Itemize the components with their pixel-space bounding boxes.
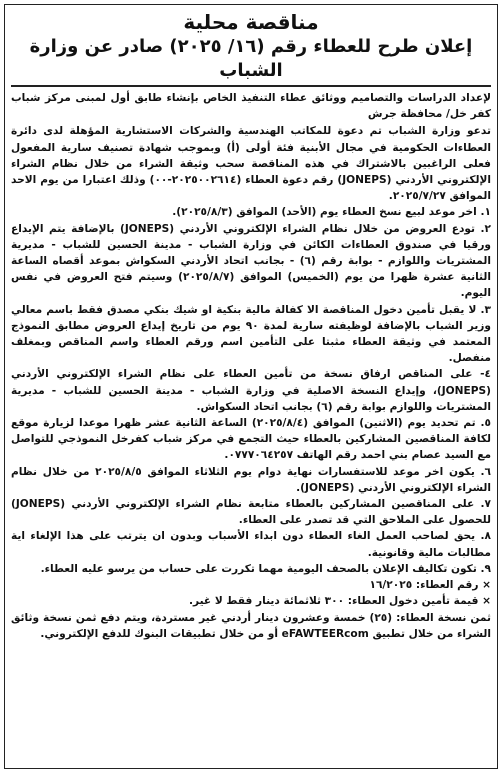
notice-subtitle: إعلان طرح للعطاء رقم (١٦/ ٢٠٢٥) صادر عن وزارة الشباب	[29, 36, 473, 81]
item-3: ٣. لا يقبل تأمين دخول المناقصة الا كفالة مالية بنكية او شيك بنكي مصدق فقط باسم معالي وزير الشباب بالإضافة لوظيفته سارية لمدة ٩٠ يوم من تاريخ إيداع العروض مطابق النموذج المعتمد في وثيقة العطاء مثبتا على التأمين اسم ورقم العطاء واسم المناقص وبمغلف منفصل.	[11, 303, 491, 365]
insurance-value: × قيمة تأمين دخول العطاء: ٣٠٠ ثلاثمائة دينار فقط لا غير.	[188, 595, 491, 608]
item-9: ٩. تكون تكاليف الإعلان بالصحف اليومية مهما تكررت على حساب من يرسو عليه العطاء.	[40, 562, 491, 575]
tender-number: × رقم العطاء: ١٦/٢٠٢٥	[369, 579, 491, 592]
intro-paragraph: لإعداد الدراسات والتصاميم ووثائق عطاء التنفيذ الخاص بإنشاء طابق أول لمبنى مركز شباب كفر خل/ محافظة جرش	[11, 92, 491, 121]
copy-price: ثمن نسخة العطاء: (٢٥) خمسة وعشرون دينار أردني غير مستردة، ويتم دفع ثمن نسخة وثائق الشراء من خلال تطبيق eFAWTEERcom أو من خلال تطبيقات البنوك للدفع الإلكتروني.	[11, 611, 491, 640]
notice-title: مناقصة محلية	[183, 10, 319, 34]
item-1: ١. اخر موعد لبيع نسخ العطاء يوم (الأحد) الموافق (٢٠٢٥/٨/٣).	[172, 206, 491, 219]
item-8: ٨. يحق لصاحب العمل الغاء العطاء دون ابداء الأسباب وبدون ان يترتب على هذا الإلغاء اية مطالبات مالية وقانونية.	[11, 530, 491, 559]
title-divider	[11, 85, 491, 87]
item-5: ٥. تم تحديد يوم (الاثنين) الموافق (٢٠٢٥/٨/٤) الساعة الثانية عشر ظهرا موعدا لزيارة موقع لكافة المناقصين المشاركين بالعطاء حيث التجمع في مركز شباب كفرخل النموذجي للتواصل مع السيد عصام بني احمد رقم الهاتف ٠٧٧٧٠٦٤٢٥٧.	[11, 417, 491, 462]
invitation-paragraph: تدعو وزارة الشباب تم دعوة للمكاتب الهندسية والشركات الاستشارية المؤهلة لدى دائرة العطاءات الحكومية في مجال الأبنية فئة أولى (أ) وبموجب شهادة تصنيف سارية المفعول فعلى الراغبين بالاشتراك في هذه المناقصة سحب وثيقة الشراء من خلال نظام الشراء الإلكتروني الأردني (JONEPS) رقم دعوة العطاء (٢٠٢٥٠٠٢٦١٤-٠٠) وذلك اعتبارا من يوم الاحد الموافق ٢٠٢٥/٧/٢٧.	[11, 125, 491, 203]
item-7: ٧. على المناقصين المشاركين بالعطاء متابعة نظام الشراء الإلكتروني الأردني (JONEPS) للحصول على الملاحق التي قد تصدر على العطاء.	[11, 498, 491, 527]
item-6: ٦. يكون اخر موعد للاستفسارات نهاية دوام يوم الثلاثاء الموافق ٢٠٢٥/٨/٥ من خلال نظام الشراء الإلكتروني الأردني (JONEPS).	[11, 465, 491, 494]
item-4: ٤- على المناقص ارفاق نسخة من تأمين العطاء على نظام الشراء الإلكتروني الأردني (JONEPS)، وإيداع النسخة الاصلية في وزارة الشباب - مدينة الحسين للشباب - مديرية المشتريات واللوازم بوابة رقم (٦) بجانب اتحاد السكواش.	[11, 368, 491, 413]
item-2: ٢. تودع العروض من خلال نظام الشراء الإلكتروني الأردني (JONEPS) بالإضافة يتم الإيداع ورقيا في صندوق العطاءات الكائن في وزارة الشباب - مدينة الحسين للشباب - مديرية المشتريات واللوازم - بوابة رقم (٦) - بجانب اتحاد الأردني السكواش بموعد أقصاه الساعة الثانية عشرة ظهرا من يوم (الخميس) الموافق (٢٠٢٥/٨/٧) وسيتم فتح العروض في نفس اليوم.	[11, 222, 492, 300]
tender-notice	[4, 4, 498, 769]
